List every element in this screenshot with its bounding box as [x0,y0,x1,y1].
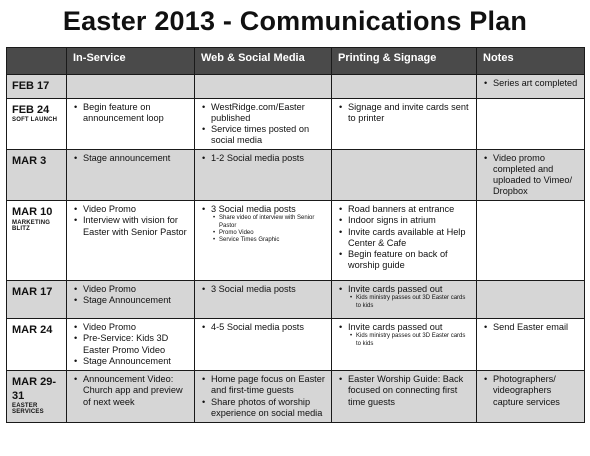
date-label: MAR 17 [12,286,53,299]
list-item: • Invite cards passed out [348,322,472,333]
list-item: • Send Easter email [493,322,580,333]
bullet-list [199,153,327,164]
table-row [7,150,585,201]
date-sublabel: EASTER SERVICES [12,402,44,416]
bullet-list [336,102,472,124]
list-item: • Home page focus on Easter and first-time guests [211,374,327,396]
bullet-list [199,102,327,146]
in-service-cell [67,281,195,319]
list-item: • 4-5 Social media posts [211,322,327,333]
list-item: • Road banners at entrance [348,204,472,215]
sub-list-item: • Share video of interview with Senior Pastor [219,215,327,229]
table-row [7,281,585,319]
list-item: • 1-2 Social media posts [211,153,327,164]
bullet-list [199,284,327,295]
sub-bullet-list [211,215,327,244]
list-item: • Stage Announcement [83,356,190,367]
printing-signage-cell [332,371,477,422]
bullet-list [71,204,190,237]
web-social-cell [195,281,332,319]
bullet-list [199,322,327,333]
bullet-list [481,374,580,407]
sub-bullet-list [348,295,472,309]
date-cell [7,319,67,371]
bullet-list [199,204,327,244]
printing-signage-cell [332,319,477,371]
table-row [7,75,585,99]
web-social-cell [195,371,332,422]
table-row [7,319,585,371]
list-item: • Video promo completed and uploaded to Vimeo/ Dropbox [493,153,580,197]
list-item: • Invite cards passed out [348,284,472,295]
bullet-list [336,204,472,270]
list-item: • Indoor signs in atrium [348,215,472,226]
bullet-list [71,102,190,124]
date-label: FEB 24 [12,104,50,117]
list-item: • Pre-Service: Kids 3D Easter Promo Video [83,333,190,355]
header-row [7,48,585,75]
printing-signage-cell [332,281,477,319]
list-item: • Begin feature on back of worship guide [348,249,472,271]
bullet-list [199,374,327,418]
list-item: • Video Promo [83,204,190,215]
column-header-notes: Notes [477,48,585,75]
printing-signage-cell [332,150,477,201]
table-row [7,201,585,281]
list-item: • Stage announcement [83,153,190,164]
bullet-list [336,284,472,309]
bullet-list [71,284,190,306]
list-item: • Announcement Video: Church app and preview of next week [83,374,190,407]
printing-signage-cell [332,75,477,99]
notes-cell [477,99,585,150]
list-item: • Begin feature on announcement loop [83,102,190,124]
list-item: • 3 Social media posts [211,204,327,215]
printing-signage-cell [332,201,477,281]
in-service-cell [67,201,195,281]
table-row [7,371,585,422]
in-service-cell [67,150,195,201]
date-cell [7,371,67,422]
in-service-cell [67,371,195,422]
in-service-cell [67,99,195,150]
bullet-list [71,153,190,164]
bullet-list [481,78,580,89]
list-item: • Series art completed [493,78,580,89]
web-social-cell [195,201,332,281]
sub-list-item: • Kids ministry passes out 3D Easter cards to kids [356,333,472,347]
date-sublabel: MARKETING BLITZ [12,219,51,232]
column-header-printing-signage: Printing & Signage [332,48,477,75]
communications-plan-table [6,47,585,423]
list-item: • Service times posted on social media [211,124,327,146]
bullet-list [71,374,190,407]
date-cell [7,281,67,319]
bullet-list [336,374,472,407]
page-title: Easter 2013 - Communications Plan [62,6,528,36]
column-header-web-social: Web & Social Media [195,48,332,75]
date-cell [7,201,67,281]
list-item: • Photographers/ videographers capture services [493,374,580,407]
web-social-cell [195,150,332,201]
date-label: MAR 3 [12,155,47,168]
sub-list-item: • Promo Video [219,230,327,237]
list-item: • Easter Worship Guide: Back focused on connecting first time guests [348,374,472,407]
list-item: • WestRidge.com/Easter published [211,102,327,124]
sub-bullet-list [348,333,472,347]
printing-signage-cell [332,99,477,150]
in-service-cell [67,75,195,99]
bullet-list [481,322,580,333]
date-cell [7,150,67,201]
date-cell [7,75,67,99]
list-item: • Invite cards available at Help Center & Cafe [348,227,472,249]
column-header-date [7,48,67,75]
list-item: • Share photos of worship experience on social media [211,397,327,419]
date-label: MAR 29-31 [12,376,57,402]
web-social-cell [195,319,332,371]
date-label: MAR 24 [12,324,53,337]
sub-list-item: • Kids ministry passes out 3D Easter cards to kids [356,295,472,309]
web-social-cell [195,75,332,99]
list-item: • Video Promo [83,284,190,295]
notes-cell [477,319,585,371]
notes-cell [477,150,585,201]
list-item: • Signage and invite cards sent to printer [348,102,472,124]
list-item: • Stage Announcement [83,295,190,306]
web-social-cell [195,99,332,150]
notes-cell [477,281,585,319]
date-label: MAR 10 [12,206,53,219]
notes-cell [477,371,585,422]
notes-cell [477,201,585,281]
notes-cell [477,75,585,99]
bullet-list [481,153,580,197]
date-sublabel: SOFT LAUNCH [12,117,58,124]
sub-list-item: • Service Times Graphic [219,237,327,244]
list-item: • 3 Social media posts [211,284,327,295]
bullet-list [71,322,190,366]
date-label: FEB 17 [12,80,50,92]
date-cell [7,99,67,150]
list-item: • Video Promo [83,322,190,333]
table-row [7,99,585,150]
column-header-in-service: In-Service [67,48,195,75]
bullet-list [336,322,472,347]
in-service-cell [67,319,195,371]
list-item: • Interview with vision for Easter with Senior Pastor [83,215,190,237]
